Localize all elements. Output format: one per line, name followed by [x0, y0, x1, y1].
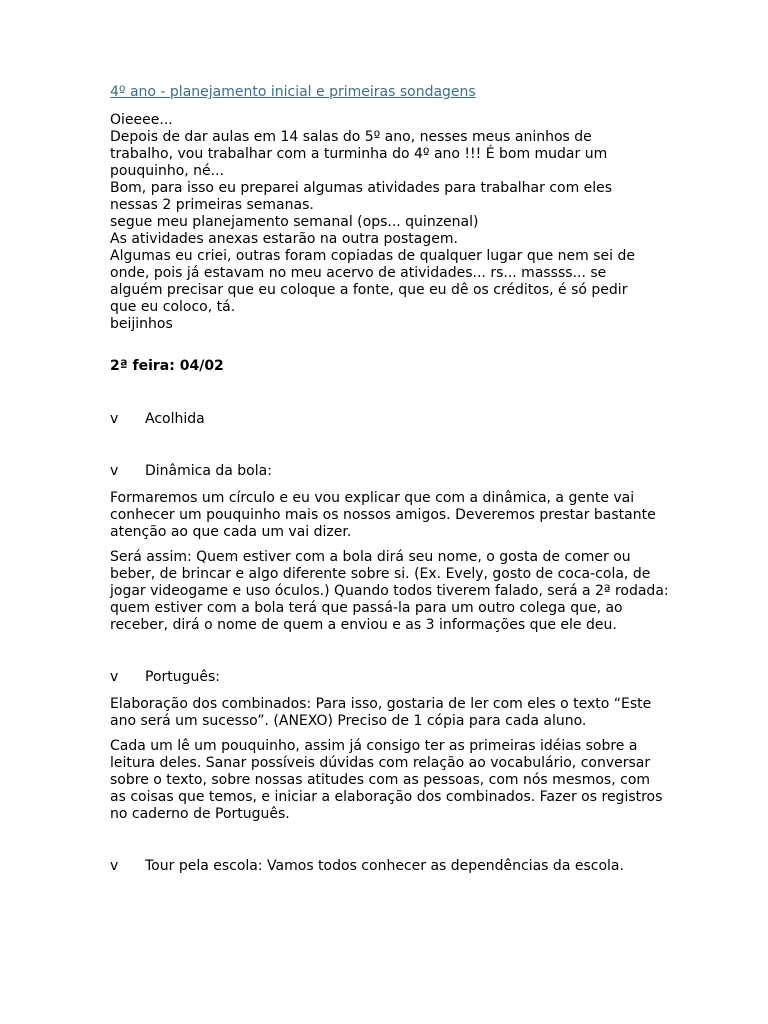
intro-line: trabalho, vou trabalhar com a turminha do 4º ano !!! É bom mudar um	[110, 146, 608, 162]
paragraph-portugues-1: Elaboração dos combinados: Para isso, gostaria de ler com eles o texto “Este ano será um sucesso”. (ANEXO) Preciso de 1 cópia para cada aluno.	[110, 696, 652, 729]
intro-line: Oieeee...	[110, 112, 173, 128]
post-title-link[interactable]: 4º ano - planejamento inicial e primeiras sondagens	[110, 84, 476, 100]
intro-line: onde, pois já estavam no meu acervo de atividades... rs... massss... se	[110, 265, 607, 281]
intro-line: As atividades anexas estarão na outra postagem.	[110, 231, 458, 247]
bullet-item-portugues	[110, 669, 670, 686]
intro-line: pouquinho, né...	[110, 163, 225, 179]
intro-line: beijinhos	[110, 316, 173, 332]
bullet-item-dinamica	[110, 463, 670, 480]
intro-line: alguém precisar que eu coloque a fonte, que eu dê os créditos, é só pedir	[110, 282, 628, 298]
paragraph-portugues-2: Cada um lê um pouquinho, assim já consigo ter as primeiras idéias sobre a leitura deles. Sanar possíveis dúvidas com relação ao vocabulário, conversar sobre o texto, sobre nossas atitudes com as pessoas, com nós mesmos, com as coisas que temos, e iniciar a elaboração dos combinados. Fazer os registros no caderno de Português.	[110, 738, 663, 822]
intro-line: nessas 2 primeiras semanas.	[110, 197, 314, 213]
bullet-mark: v	[110, 858, 119, 874]
document-page	[110, 84, 670, 875]
bullet-text: Português:	[145, 669, 221, 685]
bullet-mark: v	[110, 411, 119, 427]
bullet-item-tour	[110, 858, 670, 875]
paragraph-dinamica-2: Será assim: Quem estiver com a bola dirá seu nome, o gosta de comer ou beber, de brincar e algo diferente sobre si. (Ex. Evely, gosto de coca-cola, de jogar videogame e uso óculos.) Quando todos tiverem falado, será a 2ª rodada: quem estiver com a bola terá que passá-la para um outro colega que, ao receber, dirá o nome de quem a enviou e as 3 informações que ele deu.	[110, 549, 669, 633]
intro-line: segue meu planejamento semanal (ops... quinzenal)	[110, 214, 479, 230]
bullet-text: Acolhida	[145, 411, 205, 427]
intro-line: que eu coloco, tá.	[110, 299, 236, 315]
paragraph-dinamica-1: Formaremos um círculo e eu vou explicar que com a dinâmica, a gente vai conhecer um pouquinho mais os nossos amigos. Deveremos prestar bastante atenção ao que cada um vai dizer.	[110, 490, 656, 540]
intro-block	[110, 112, 670, 333]
bullet-item-acolhida	[110, 411, 670, 428]
intro-line: Bom, para isso eu preparei algumas atividades para trabalhar com eles	[110, 180, 613, 196]
intro-line: Algumas eu criei, outras foram copiadas de qualquer lugar que nem sei de	[110, 248, 635, 264]
bullet-mark: v	[110, 463, 119, 479]
bullet-mark: v	[110, 669, 119, 685]
day-heading: 2ª feira: 04/02	[110, 358, 224, 374]
bullet-text: Dinâmica da bola:	[145, 463, 272, 479]
bullet-text: Tour pela escola: Vamos todos conhecer as dependências da escola.	[145, 858, 624, 874]
intro-line: Depois de dar aulas em 14 salas do 5º ano, nesses meus aninhos de	[110, 129, 592, 145]
